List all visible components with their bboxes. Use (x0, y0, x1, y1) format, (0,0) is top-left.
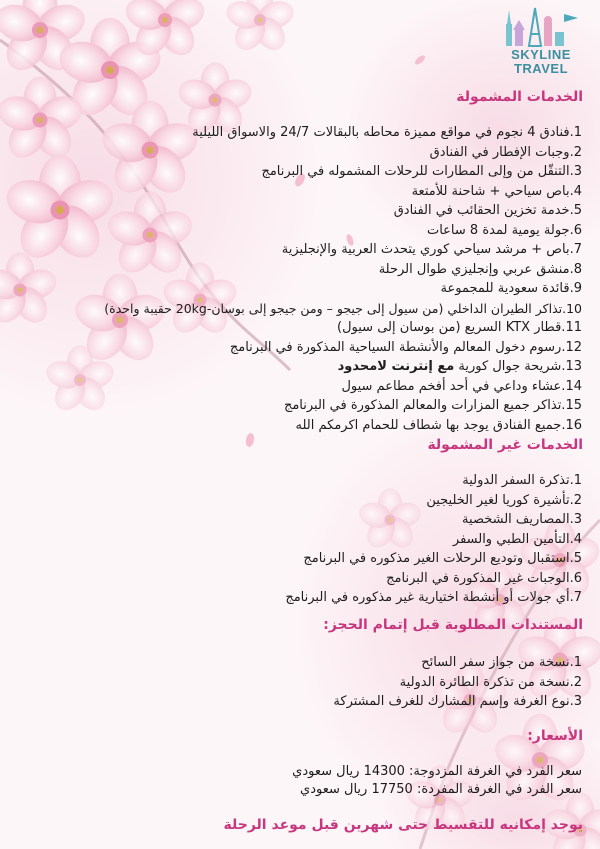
logo-text-line1: SKYLINE (511, 47, 571, 62)
double-room-price: سعر الفرد في الغرفة المزدوجة: 14300 ريال سعودي (292, 764, 582, 779)
list-item: 8.منشق عربي وإنجليزي طوال الرحلة (378, 261, 582, 277)
list-item: 1.فنادق 4 نجوم في مواقع مميزة محاطه بالبقالات 24/7 والاسواق الليلية (192, 125, 582, 140)
list-item: 10.تذاكر الطيران الداخلي (من سيول إلى جيجو – ومن جيجو إلى بوسان-20kg حقيبة واحدة) (104, 300, 582, 316)
excluded-services-title: الخدمات غير المشمولة (427, 437, 583, 453)
logo-text-line2: TRAVEL (513, 61, 569, 76)
list-item: 2.نسخة من تذكرة الطائرة الدولية (399, 674, 582, 690)
prices-title: الأسعار: (527, 728, 583, 744)
list-item: 6.الوجبات غير المذكورة في البرنامج (386, 570, 582, 586)
list-item: 3.المصاريف الشخصية (462, 512, 582, 527)
list-item: 1.نسخة من جواز سفر السائح (421, 655, 582, 670)
list-item: 7.باص + مرشد سياحي كوري يتحدث العربية والإنجليزية (281, 242, 582, 257)
list-item: 7.أي جولات أو أنشطة اختيارية غير مذكوره في البرنامج (285, 590, 582, 605)
sim-card-text: 13.شريحة جوال كورية (454, 359, 582, 374)
list-item: 16.جميع الفنادق يوجد بها شطاف للحمام اكرمكم الله (295, 417, 582, 433)
list-item: 2.وجبات الإفطار في الفنادق (429, 144, 582, 160)
list-item: 5.استقبال وتوديع الرحلات الغير مذكوره في البرنامج (303, 551, 582, 566)
single-room-price: سعر الفرد في الغرفة المفردة: 17750 ريال سعودي (300, 782, 582, 797)
list-item-sim (104, 357, 582, 377)
list-item: 6.جولة يومية لمدة 8 ساعات (426, 222, 582, 238)
list-item: 3.التنقّل من وإلى المطارات للرحلات المشموله في البرنامج (261, 164, 582, 179)
list-item: 4.باص سياحي + شاحنة للأمتعة (411, 183, 582, 199)
list-item: 4.التأمين الطبي والسفر (452, 531, 582, 547)
excluded-services-list (285, 471, 582, 608)
included-services-title: الخدمات المشمولة (456, 89, 583, 105)
list-item: 3.نوع الغرفة وإسم المشارك للغرف المشتركة (333, 694, 582, 709)
list-item: 11.قطار KTX السريع (من بوسان إلى سيول) (337, 320, 582, 335)
required-documents-list (333, 653, 582, 712)
list-item: 5.خدمة تخزين الحقائب في الفنادق (393, 203, 582, 218)
list-item: 2.تأشيرة كوريا لغير الخليجين (426, 492, 582, 508)
list-item: 12.رسوم دخول المعالم والأنشطة السياحية المذكورة في البرنامج (229, 339, 582, 355)
list-item: 9.قائدة سعودية للمجموعة (440, 281, 582, 296)
required-documents-title: المستندات المطلوبة قبل إتمام الحجز: (323, 617, 583, 633)
included-services-list (104, 123, 582, 435)
list-item: 14.عشاء وداعي في أحد أفخم مطاعم سيول (341, 378, 582, 394)
list-item: 1.تذكرة السفر الدولية (462, 473, 582, 488)
list-item: 15.تذاكر جميع المزارات والمعالم المذكورة في البرنامج (283, 398, 582, 413)
installment-note: يوجد إمكانيه للتقسيط حتى شهرين قبل موعد الرحلة (223, 817, 583, 833)
unlimited-internet-text: مع إنترنت لامحدود (337, 359, 455, 374)
